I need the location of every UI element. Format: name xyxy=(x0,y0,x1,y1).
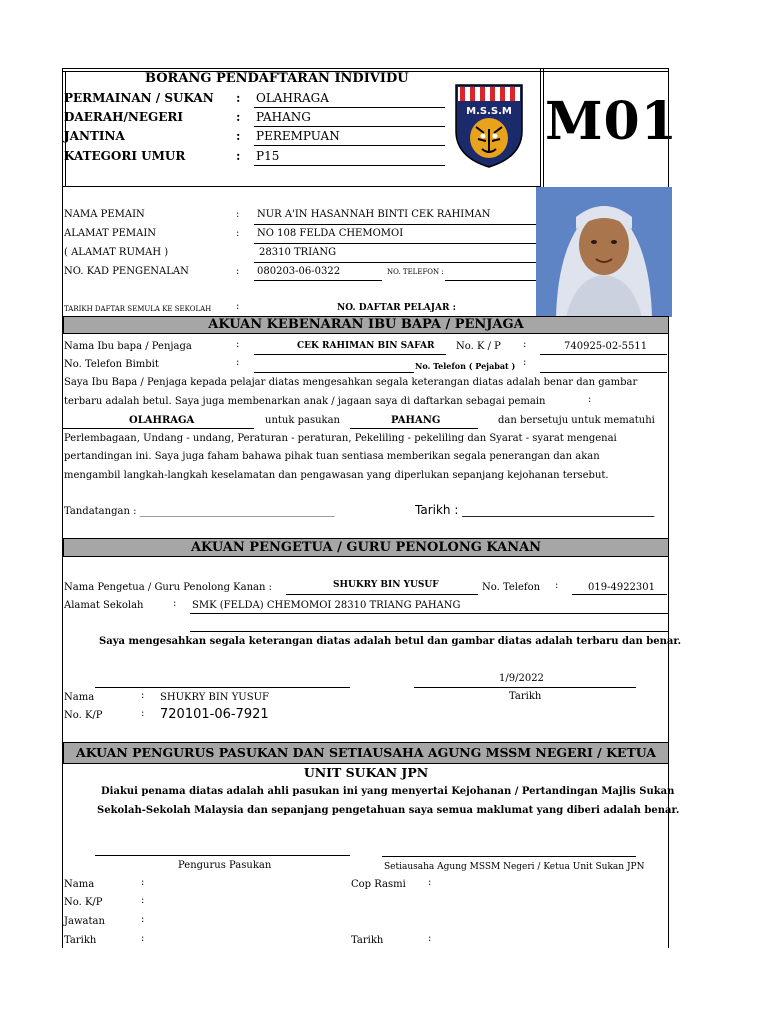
label-jantina: JANTINA xyxy=(64,129,125,143)
pengetua-signature-line xyxy=(95,687,350,688)
ibubapa-para-1: Saya Ibu Bapa / Penjaga kepada pelajar diatas mengesahkan segala keterangan diatas adalah benar dan gambar xyxy=(64,377,638,388)
pengurus-signature-line xyxy=(95,855,350,856)
label-kad-pengenalan: NO. KAD PENGENALAN xyxy=(64,266,189,277)
label-nama-pengetua: Nama Pengetua / Guru Penolong Kanan : xyxy=(64,582,272,593)
value-pengetua-nama: SHUKRY BIN YUSUF xyxy=(160,692,269,703)
ibubapa-para-5: mengambil langkah-langkah keselamatan dan pengawasan yang diperlukan sepanjang kejohanan tersebut. xyxy=(64,470,609,481)
svg-text:M.S.S.M: M.S.S.M xyxy=(466,106,512,117)
value-daerah: PAHANG xyxy=(256,110,311,124)
pengurus-line-2: Sekolah-Sekolah Malaysia dan sepanjang pengetahuan saya semua maklumat yang diberi adalah benar. xyxy=(97,805,680,816)
label-no-daftar: NO. DAFTAR PELAJAR : xyxy=(337,303,456,313)
ibubapa-para-4: pertandingan ini. Saya juga faham bahawa pihak tuan sentiasa memberikan segala penerangan dan akan xyxy=(64,451,600,462)
frame-left xyxy=(62,68,63,948)
value-nama-pemain: NUR A'IN HASANNAH BINTI CEK RAHIMAN xyxy=(257,209,491,220)
pengetua-statement: Saya mengesahkan segala keterangan diatas adalah betul dan gambar diatas adalah terbaru dan benar. xyxy=(99,636,682,647)
label-untuk-pasukan: untuk pasukan xyxy=(265,415,340,426)
label-telefon-bimbit: No. Telefon Bimbit xyxy=(64,359,159,370)
value-tel-pengetua: 019-4922301 xyxy=(588,582,656,593)
value-permainan: OLAHRAGA xyxy=(256,91,329,105)
pengurus-line-1: Diakui penama diatas adalah ahli pasukan ini yang menyertai Kejohanan / Pertandingan Majlis Sukan xyxy=(101,786,675,797)
value-kategori: P15 xyxy=(256,149,280,163)
value-nama-ibubapa: CEK RAHIMAN BIN SAFAR xyxy=(297,341,435,351)
mssm-logo xyxy=(454,83,524,169)
label-alamat-rumah: ( ALAMAT RUMAH ) xyxy=(64,247,169,258)
label-daerah: DAERAH/NEGERI xyxy=(64,110,183,124)
label-cop-rasmi: Cop Rasmi xyxy=(351,879,406,890)
section-pengetua-heading: AKUAN PENGETUA / GURU PENOLONG KANAN xyxy=(63,538,669,557)
label-pengetua-nokp: No. K/P xyxy=(64,710,103,721)
value-alamat-sekolah: SMK (FELDA) CHEMOMOI 28310 TRIANG PAHANG xyxy=(192,600,461,611)
label-kategori: KATEGORI UMUR xyxy=(64,149,186,163)
label-nama-pemain: NAMA PEMAIN xyxy=(64,209,145,220)
value-nama-pengetua: SHUKRY BIN YUSUF xyxy=(333,580,439,590)
student-photo xyxy=(536,187,672,317)
label-telefon-pejabat: No. Telefon ( Pejabat ) xyxy=(415,361,516,371)
tandatangan-field[interactable]: Tandatangan : _______________________________________ xyxy=(64,506,335,517)
value-jantina: PEREMPUAN xyxy=(256,129,340,143)
label-tel-pengetua: No. Telefon xyxy=(482,582,541,593)
label-pengurus-jawatan: Jawatan xyxy=(64,916,105,927)
label-pengurus-nokp: No. K/P xyxy=(64,897,103,908)
label-telefon: NO. TELEFON : xyxy=(387,268,444,276)
label-permainan: PERMAINAN / SUKAN xyxy=(64,91,214,105)
label-pengetua-nama: Nama xyxy=(64,692,95,703)
label-setiausaha-tarikh: Tarikh xyxy=(351,935,384,946)
label-pengurus-tarikh: Tarikh xyxy=(64,935,97,946)
form-title: BORANG PENDAFTARAN INDIVIDU xyxy=(145,71,409,86)
value-pengetua-nokp: 720101-06-7921 xyxy=(160,707,269,722)
value-alamat-pemain: NO 108 FELDA CHEMOMOI xyxy=(257,228,404,239)
label-alamat-sekolah: Alamat Sekolah xyxy=(64,600,144,611)
value-nokp-ibubapa: 740925-02-5511 xyxy=(564,341,648,352)
value-kad-pengenalan: 080203-06-0322 xyxy=(257,266,341,277)
form-code: M01 xyxy=(545,91,678,152)
section-pengurus-heading: AKUAN PENGURUS PASUKAN DAN SETIAUSAHA AGUNG MSSM NEGERI / KETUA UNIT SUKAN JPN xyxy=(63,742,669,764)
label-pengurus-pasukan: Pengurus Pasukan xyxy=(178,860,272,871)
ibubapa-para-3: Perlembagaan, Undang - undang, Peraturan - peraturan, Pekeliling - pekeliling dan Syarat - syarat mengenai xyxy=(64,433,617,444)
label-setiausaha: Setiausaha Agung MSSM Negeri / Ketua Unit Sukan JPN xyxy=(384,862,645,872)
value-sukan: OLAHRAGA xyxy=(129,415,195,426)
tarikh-field[interactable]: Tarikh : ________________________________ xyxy=(415,503,655,517)
value-alamat-rumah: 28310 TRIANG xyxy=(259,247,337,258)
setiausaha-signature-line xyxy=(382,856,636,857)
value-pengetua-date: 1/9/2022 xyxy=(499,673,544,684)
section-ibubapa-heading: AKUAN KEBENARAN IBU BAPA / PENJAGA xyxy=(63,316,669,334)
value-pasukan: PAHANG xyxy=(391,415,441,426)
label-alamat-pemain: ALAMAT PEMAIN xyxy=(64,228,157,239)
frame-top xyxy=(62,68,669,69)
ibubapa-para-2: terbaru adalah betul. Saya juga membenarkan anak / jagaan saya di daftarkan sebagai pemain xyxy=(64,396,546,407)
label-pengetua-tarikh: Tarikh xyxy=(509,691,542,702)
label-nama-ibubapa: Nama Ibu bapa / Penjaga xyxy=(64,341,192,352)
label-daftar-semula: TARIKH DAFTAR SEMULA KE SEKOLAH xyxy=(64,305,212,313)
label-pengurus-nama: Nama xyxy=(64,879,95,890)
label-nokp-ibubapa: No. K / P xyxy=(456,341,501,352)
label-bersetuju: dan bersetuju untuk mematuhi xyxy=(498,415,655,426)
